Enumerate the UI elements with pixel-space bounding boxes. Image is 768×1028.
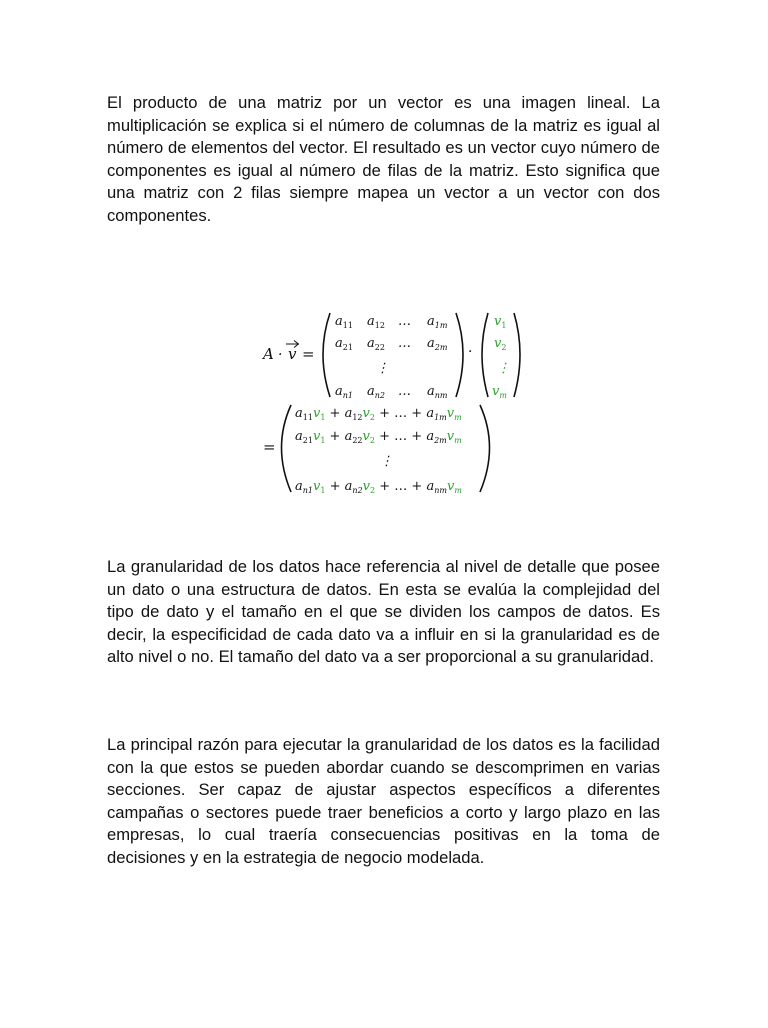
svg-text:·: · xyxy=(278,347,283,363)
svg-text:⋮: ⋮ xyxy=(376,361,389,376)
svg-text:a21: $a_{21}$ xyxy=(335,336,353,352)
matrix-entries xyxy=(335,314,448,400)
svg-text:a21v1 + a22v2 + … + a2mvm: $a_{21}v_1 + a_{22}v_2$ + … + $a_{2m}v_m$ xyxy=(295,429,462,445)
paragraph-matrix-vector-product: El producto de una matriz por un vector es una imagen lineal. La multiplicación se explica si el número de columnas de la matriz es igual al número de elementos del vector. El resultado es un vector cuyo número de componentes es igual al número de filas de la matriz. Esto significa que una matriz con 2 filas siempre mapea un vector a un vector con dos componentes. xyxy=(107,93,660,225)
result-left-paren xyxy=(282,405,292,492)
result-right-paren xyxy=(480,405,490,492)
svg-text:an1v1 + an2v2 + … + anmvm: $a_{n1}v_1 + a_{n2}v_2$ + … + $a_{nm}v_m$ xyxy=(295,479,462,495)
paragraph-granularity-reason: La principal razón para ejecutar la granularidad de los datos es la facilidad con la que estos se pueden abordar cuando se descomprimen en varias secciones. Ser capaz de ajustar aspectos específicos a diferentes campañas o sectores puede traer beneficios a corto y largo plazo en las empresas, lo cual traería consecuencias positivas en la toma de decisiones y en la estrategia de negocio modelada. xyxy=(107,735,660,867)
svg-text:v: v xyxy=(288,345,297,363)
svg-text:=: = xyxy=(302,345,315,363)
result-equals: = xyxy=(263,438,276,456)
svg-text:a12: $a_{12}$ xyxy=(367,314,385,330)
vector-right-paren xyxy=(514,313,520,397)
svg-text:anm: $a_{nm}$ xyxy=(427,384,448,400)
vector-left-paren xyxy=(482,313,488,397)
result-entries xyxy=(295,406,462,495)
svg-text:…: … xyxy=(398,314,411,329)
matrix-right-paren xyxy=(456,313,463,397)
svg-text:⋮: ⋮ xyxy=(497,361,510,376)
svg-text:v1: $v_1$ xyxy=(494,314,507,330)
multiply-dot: · xyxy=(468,344,473,360)
svg-text:a11: $a_{11}$ xyxy=(335,314,353,330)
svg-text:vm: $v_m$ xyxy=(492,384,507,400)
svg-text:a2m: $a_{2m}$ xyxy=(427,336,448,352)
svg-text:…: … xyxy=(398,336,411,351)
svg-text:an1: $a_{n1}$ xyxy=(335,384,354,400)
svg-text:a1m: $a_{1m}$ xyxy=(427,314,448,330)
svg-text:⋮: ⋮ xyxy=(380,454,393,469)
matrix-left-paren xyxy=(323,313,330,397)
svg-text:…: … xyxy=(398,384,411,399)
svg-text:a11v1 + a12v2 + … + a1mvm: $a_{11}v_1 + a_{12}v_2$ + … + $a_{1m}v_m$ xyxy=(295,406,462,422)
svg-text:A: A xyxy=(263,345,274,363)
svg-text:v2: $v_2$ xyxy=(494,336,507,352)
paragraph-data-granularity: La granularidad de los datos hace referencia al nivel de detalle que posee un dato o una estructura de datos. En esta se evalúa la complejidad del tipo de dato y el tamaño en el que se dividen los campos de datos. Es decir, la especificidad de cada dato va a influir en si la granularidad es de alto nivel o no. El tamaño del dato va a ser proporcional a su granularidad. xyxy=(107,557,660,667)
svg-text:an2: $a_{n2}$ xyxy=(367,384,386,400)
svg-text:a22: $a_{22}$ xyxy=(367,336,385,352)
vector-entries xyxy=(492,314,510,400)
formula-lhs xyxy=(261,341,315,364)
